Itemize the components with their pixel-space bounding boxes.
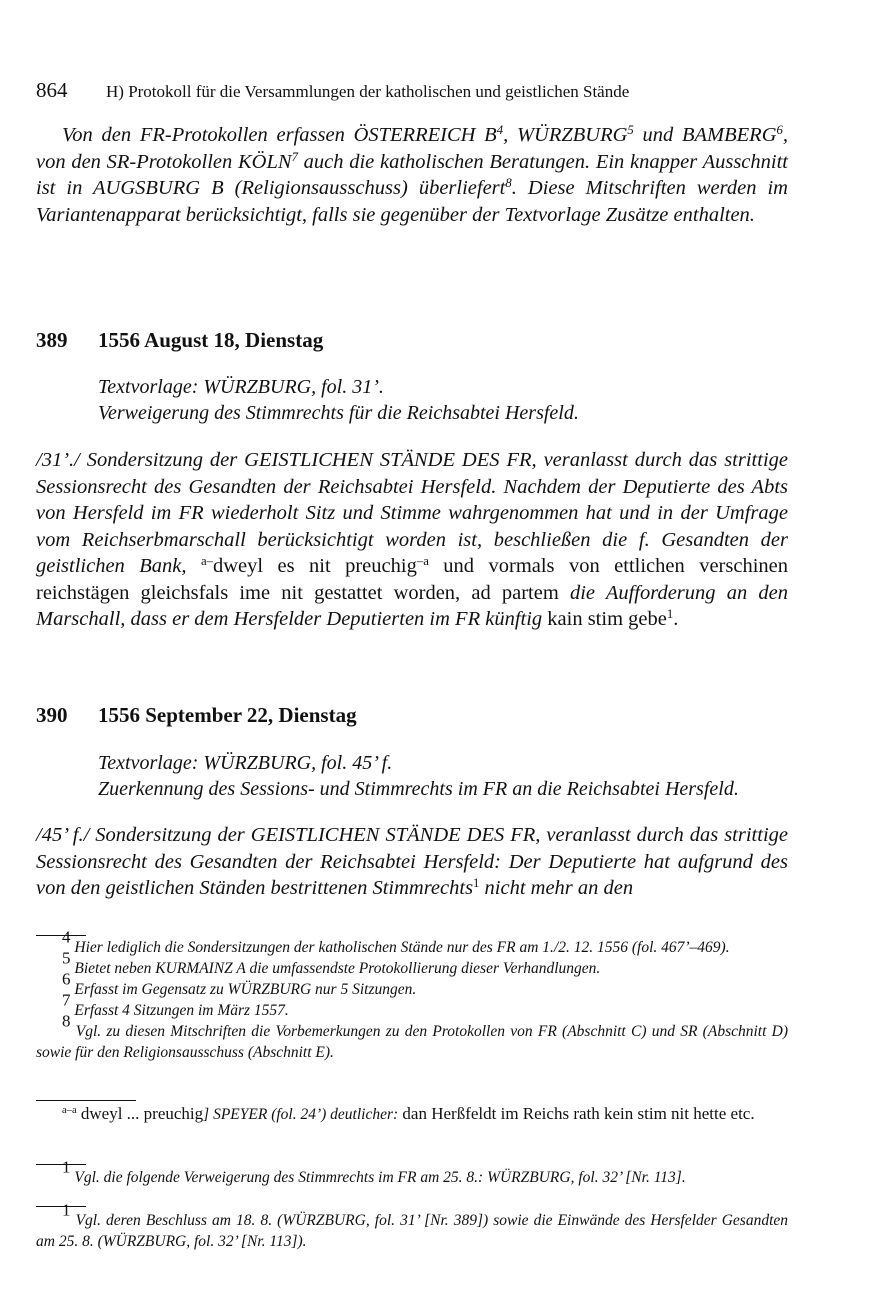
document-heading-389: [36, 328, 323, 353]
textvorlage: Textvorlage: WÜRZBURG, fol. 45’ f.: [98, 752, 393, 774]
footnote-text: Vgl. zu diesen Mitschriften die Vorbemerkungen zu den Protokollen von FR (Abschnitt C) und SR (Abschnitt D) sowie für den Religionsausschuss (Abschnitt E).: [36, 1023, 788, 1061]
body-text: /31’./ Sondersitzung der GEISTLICHEN STÄNDE DES FR, veranlasst durch das strittige Sessionsrecht des Gesandten der Reichsabtei Hersfeld. Nachdem der Deputierte des Abts von Hersfeld im FR wiederholt Sitz und Stimme wahrgenommen hat und in der Umfrage vom Reichserbmarschall berücksichtigt worden ist, beschließen die f. Gesandten der geistlichen Bank,: [36, 449, 788, 577]
footnote-text: Erfasst im Gegensatz zu WÜRZBURG nur 5 Sitzungen.: [74, 981, 417, 998]
footnote-ref-5[interactable]: 5: [627, 123, 634, 138]
footnote-text: Bietet neben KURMAINZ A die umfassendste Protokollierung dieser Verhandlungen.: [74, 960, 601, 977]
footnote-mark: 6: [62, 969, 71, 989]
document-date: 1556 August 18, Dienstag: [98, 328, 324, 352]
footnote-ref-8[interactable]: 8: [505, 176, 512, 191]
footnote-mark: 4: [62, 927, 71, 947]
variant-mark: a–a: [62, 1105, 77, 1117]
variant-mark-close[interactable]: –a: [416, 554, 429, 569]
footnote-mark: 5: [62, 948, 71, 968]
footnote-389: [36, 1157, 788, 1188]
footnote-ref-4[interactable]: 4: [496, 123, 504, 138]
footnote-ref-1[interactable]: 1: [666, 607, 674, 622]
footnote-1: [36, 1200, 789, 1252]
lemma-bracket: ]: [203, 1106, 210, 1123]
variant-entry: [36, 1103, 788, 1125]
quoted-source-text: und vormals von ettlichen verschinen reichstägen gleichsfals ime nit gestattet worden, ad partem: [36, 555, 788, 604]
document-body-390: [36, 822, 788, 902]
footnote-8: [36, 1011, 788, 1063]
footnote-divider: [36, 935, 86, 936]
document-meta-389: [98, 374, 579, 426]
document-summary: Zuerkennung des Sessions- und Stimmrechts im FR an die Reichsabtei Hersfeld.: [98, 778, 739, 800]
body-text: die Aufforderung an den Marschall, dass er dem Hersfelder Deputierten im FR künftig: [36, 581, 788, 630]
footnote-text: Hier lediglich die Sondersitzungen der katholischen Stände nur des FR am 1./2. 12. 1556 (fol. 467’–469).: [74, 939, 730, 956]
intro-text: und BAMBERG: [633, 124, 777, 146]
variant-apparatus: [36, 1103, 788, 1125]
document-heading-390: [36, 703, 357, 728]
intro-paragraph: [36, 122, 788, 228]
document-meta-390: [98, 750, 739, 802]
document-number: 390: [36, 703, 68, 727]
footnote-ref-6[interactable]: 6: [776, 123, 783, 138]
document-summary: Verweigerung des Stimmrechts für die Reichsabtei Hersfeld.: [98, 402, 579, 424]
footnote-1: [36, 1157, 788, 1188]
intro-text: , WÜRZBURG: [503, 124, 628, 146]
footnote-ref-7[interactable]: 7: [291, 149, 298, 164]
footnote-divider: [36, 1164, 86, 1165]
footnote-390: [36, 1200, 789, 1252]
running-header: [36, 78, 629, 103]
document-body-389: [36, 447, 788, 633]
page-number: 864: [36, 78, 68, 102]
footnote-mark: 1: [62, 1200, 71, 1220]
running-title: H) Protokoll für die Versammlungen der katholischen und geistlichen Stände: [106, 82, 630, 101]
footnote-text: Vgl. deren Beschluss am 18. 8. (WÜRZBURG, fol. 31’ [Nr. 389]) sowie die Einwände des Hersfelder Gesandten am 25. 8. (WÜRZBURG, fol. 32’ [Nr. 113]).: [36, 1212, 789, 1250]
footnote-7: [36, 990, 788, 1021]
variant-reading: dan Herßfeldt im Reichs rath kein stim nit hette etc.: [398, 1104, 755, 1123]
intro-text: Von den FR-Protokollen erfassen ÖSTERREICH B: [62, 124, 497, 146]
footnote-text: Erfasst 4 Sitzungen im März 1557.: [74, 1002, 289, 1019]
document-number: 389: [36, 328, 68, 352]
body-text: /45’ f./ Sondersitzung der GEISTLICHEN STÄNDE DES FR, veranlasst durch das strittige Sessionsrecht des Gesandten der Reichsabtei Hersfeld: Der Deputierte hat aufgrund des von den geistlichen Ständen bestrittenen Stimmrechts: [36, 824, 788, 899]
variant-source: SPEYER (fol. 24’) deutlicher:: [209, 1106, 399, 1123]
footnote-mark: 1: [62, 1157, 71, 1177]
apparatus-divider: [36, 1100, 136, 1101]
variant-lemma: dweyl ... preuchig: [76, 1104, 204, 1123]
footnote-text: Vgl. die folgende Verweigerung des Stimmrechts im FR am 25. 8.: WÜRZBURG, fol. 32’ [Nr. 113].: [74, 1169, 686, 1186]
quoted-source-text: dweyl es nit preuchig: [212, 555, 417, 577]
intro-text: . Diese Mitschriften werden im Variantenapparat berücksichtigt, falls sie gegenüber der Textvorlage Zusätze enthalten.: [36, 177, 788, 226]
footnotes-intro: [36, 927, 788, 1063]
body-text: nicht mehr an den: [479, 877, 634, 899]
quoted-source-text: kain stim gebe: [547, 608, 667, 630]
footnote-divider: [36, 1206, 86, 1207]
footnote-4: [36, 927, 788, 958]
footnote-mark: 8: [62, 1011, 71, 1031]
intro-text: auch die katholischen Beratungen. Ein knapper Ausschnitt ist in AUGSBURG B (Religionsausschuss) überliefert: [36, 150, 788, 199]
footnote-6: [36, 969, 788, 1000]
textvorlage: Textvorlage: WÜRZBURG, fol. 31’.: [98, 376, 384, 398]
document-date: 1556 September 22, Dienstag: [98, 703, 357, 727]
intro-text: , von den SR-Protokollen KÖLN: [36, 124, 788, 173]
footnote-ref-1[interactable]: 1: [473, 876, 480, 891]
variant-mark-open[interactable]: a–: [200, 554, 213, 569]
footnote-5: [36, 948, 788, 979]
punctuation: .: [673, 608, 679, 630]
footnote-mark: 7: [62, 990, 71, 1010]
